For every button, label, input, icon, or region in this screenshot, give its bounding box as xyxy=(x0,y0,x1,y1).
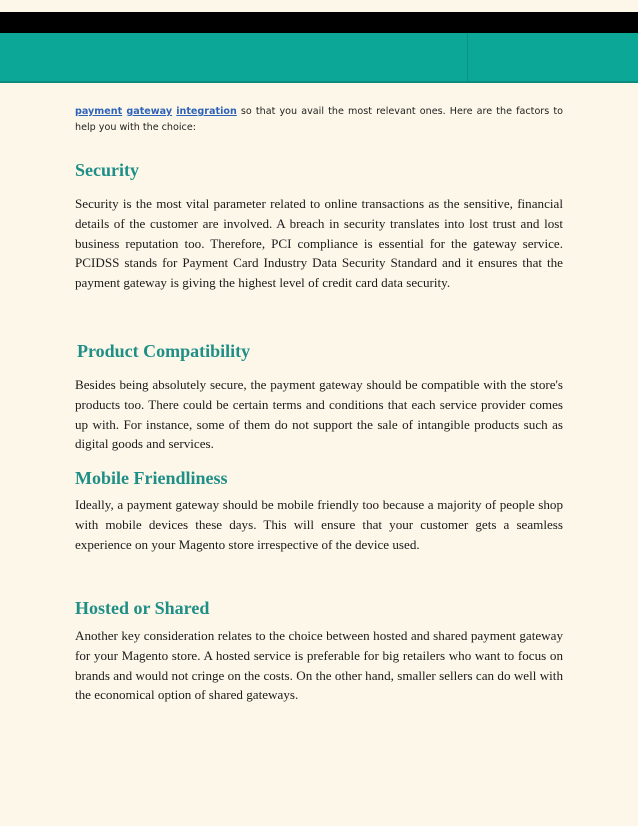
top-black-bar xyxy=(0,12,638,34)
body-hosted-or-shared: Another key consideration relates to the choice between hosted and shared payment gateway for your Magento store. A hosted service is preferable for big retailers who want to focus on brands and would not cringe on the costs. On the other hand, smaller sellers can do well with the economical option of shared gateways. xyxy=(75,628,563,703)
body-mobile-friendliness: Ideally, a payment gateway should be mobile friendly too because a majority of people shop with mobile devices these days. This will ensure that your customer gets a seamless experience on your Magento store irrespective of the device used. xyxy=(75,497,563,552)
header-band xyxy=(0,33,638,83)
link-gateway[interactable]: gateway xyxy=(126,106,173,117)
heading-hosted-or-shared: Hosted or Shared xyxy=(75,598,210,618)
body-product-compatibility: Besides being absolutely secure, the payment gateway should be compatible with the store's products too. There could be certain terms and conditions that each service provider comes up with. For instance, some of them do not support the sale of intangible products such as digital goods and services. xyxy=(75,377,563,452)
link-payment[interactable]: payment xyxy=(75,106,123,117)
link-integration[interactable]: integration xyxy=(176,106,237,117)
heading-security: Security xyxy=(75,160,139,180)
body-security: Security is the most vital parameter related to online transactions as the sensitive, financial details of the customer are involved. A breach in security translates into lost trust and lost business reputation too. Therefore, PCI compliance is essential for the gateway service. PCIDSS stands for Payment Card Industry Data Security Standard and it ensures that the payment gateway is giving the highest level of credit card data security. xyxy=(75,196,563,291)
intro-text: so that you avail the most relevant ones. Here are the factors to help you with the choice: xyxy=(75,106,563,133)
heading-product-compatibility: Product Compatibility xyxy=(77,341,251,361)
intro-paragraph xyxy=(75,104,563,136)
heading-mobile-friendliness: Mobile Friendliness xyxy=(75,468,228,488)
header-divider xyxy=(467,33,468,81)
